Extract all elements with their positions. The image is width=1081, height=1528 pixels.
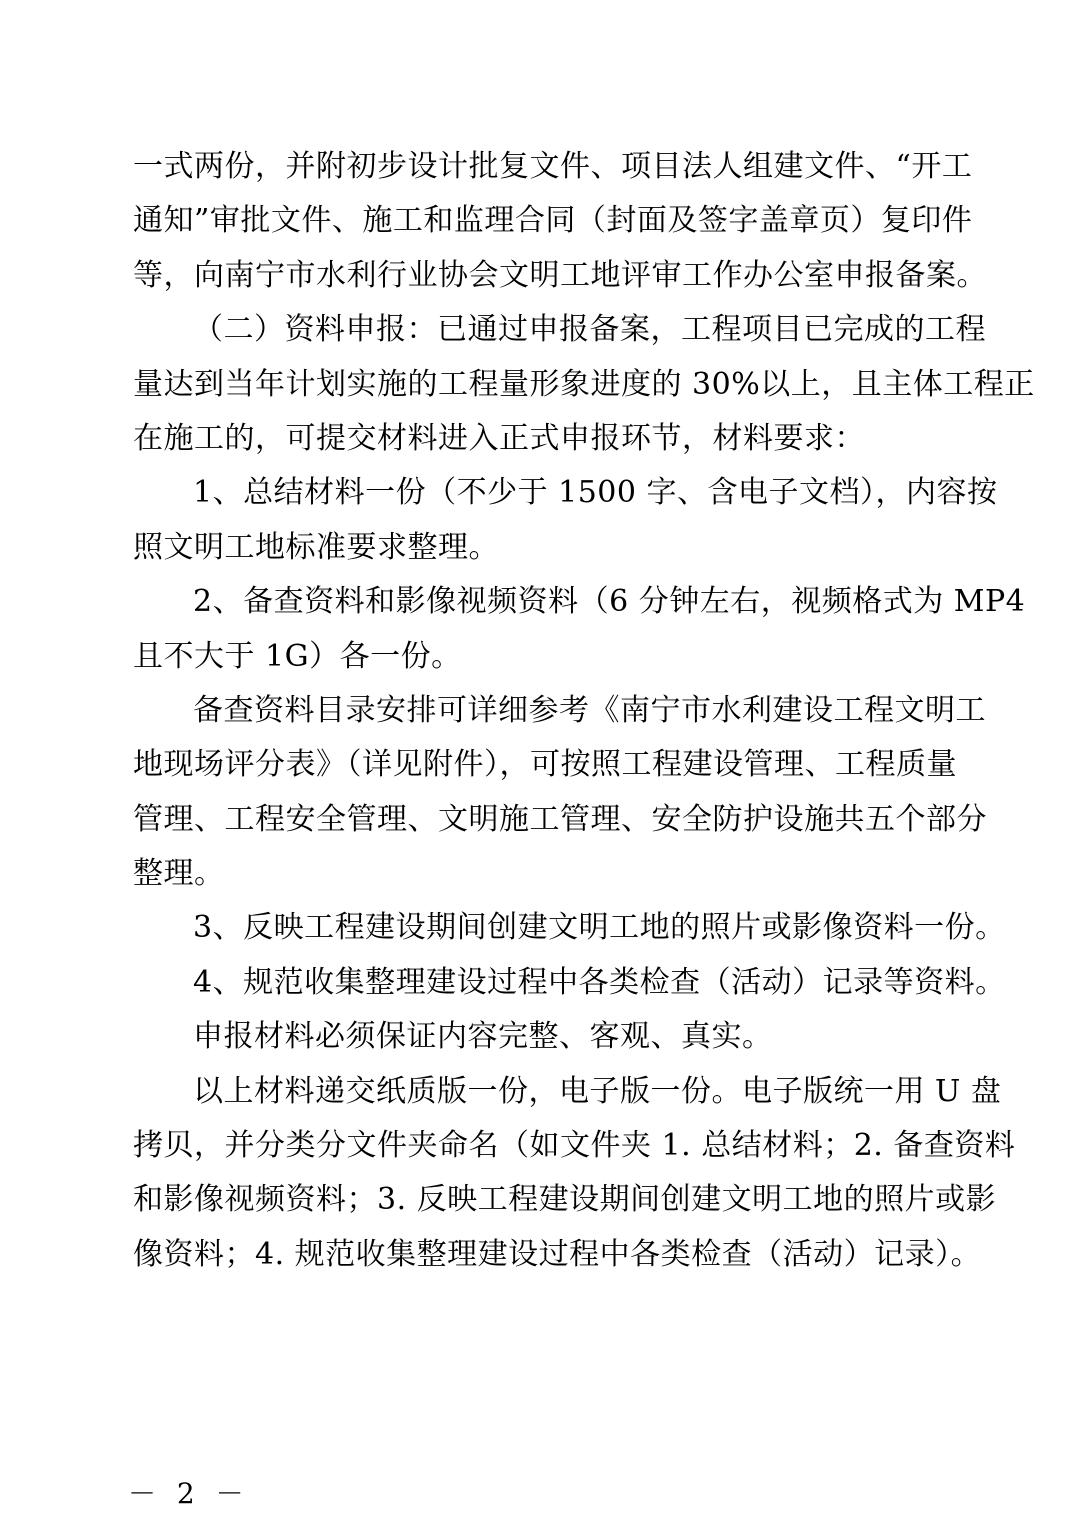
text-line: 等，向南宁市水利行业协会文明工地评审工作办公室申报备案。: [133, 257, 987, 293]
list-item-4: 4、规范收集整理建设过程中各类检查（活动）记录等资料。: [193, 964, 1006, 1000]
text-line: 通知”审批文件、施工和监理合同（封面及签字盖章页）复印件: [133, 203, 973, 239]
text-line: 且不大于 1G）各一份。: [133, 638, 462, 674]
text-line: 一式两份，并附初步设计批复文件、项目法人组建文件、“开工: [133, 149, 973, 184]
text-line: 像资料；4. 规范收集整理建设过程中各类检查（活动）记录）。: [133, 1236, 982, 1272]
text-line: 整理。: [133, 856, 225, 892]
page-number: － 2 －: [128, 1477, 250, 1510]
section-heading-materials: （二）资料申报：已通过申报备案，工程项目已完成的工程: [193, 312, 986, 348]
list-item-1: 1、总结材料一份（不少于 1500 字、含电子文档），内容按: [193, 475, 998, 511]
text-line: 备查资料目录安排可详细参考《南宁市水利建设工程文明工: [193, 692, 986, 728]
list-item-3: 3、反映工程建设期间创建文明工地的照片或影像资料一份。: [193, 910, 1006, 946]
text-line: 地现场评分表》（详见附件），可按照工程建设管理、工程质量: [133, 747, 957, 783]
text-line: 照文明工地标准要求整理。: [133, 529, 499, 565]
text-line: 和影像视频资料；3. 反映工程建设期间创建文明工地的照片或影: [133, 1182, 997, 1218]
text-line: 以上材料递交纸质版一份，电子版一份。电子版统一用 U 盘: [193, 1073, 1002, 1109]
text-line: 量达到当年计划实施的工程量形象进度的 30%以上，且主体工程正: [133, 366, 1035, 402]
list-item-2: 2、备查资料和影像视频资料（6 分钟左右，视频格式为 MP4: [193, 584, 1026, 620]
text-line: 拷贝，并分类分文件夹命名（如文件夹 1. 总结材料；2. 备查资料: [133, 1128, 1016, 1164]
text-line: 在施工的，可提交材料进入正式申报环节，材料要求：: [133, 420, 865, 456]
document-body: [133, 140, 1035, 1282]
text-line: 申报材料必须保证内容完整、客观、真实。: [193, 1019, 773, 1055]
text-line: 管理、工程安全管理、文明施工管理、安全防护设施共五个部分: [133, 801, 987, 837]
